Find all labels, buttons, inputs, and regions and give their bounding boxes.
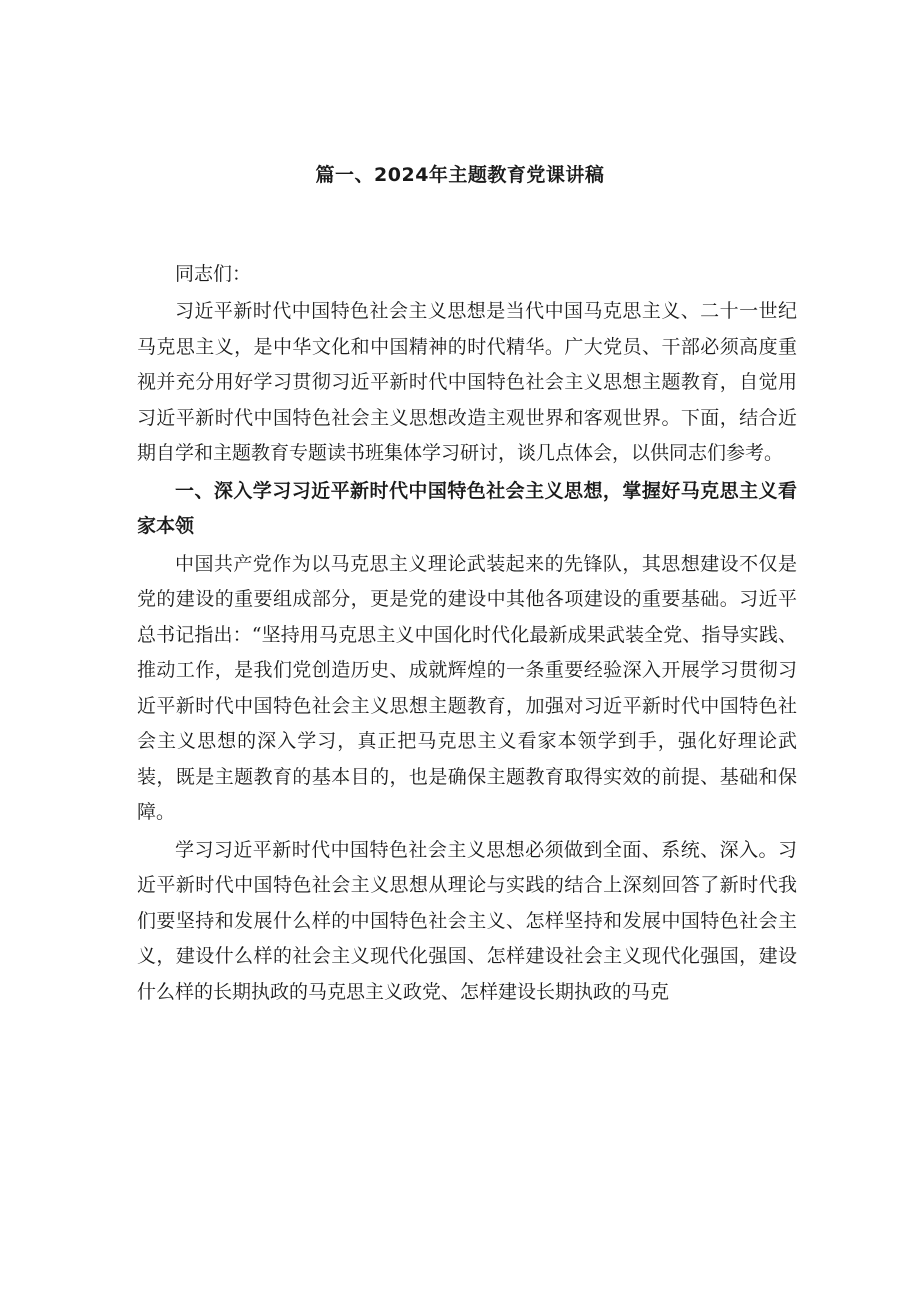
section-paragraph: 中国共产党作为以马克思主义理论武装起来的先锋队，其思想建设不仅是党的建设的重要组成部分，更是党的建设中其他各项建设的重要基础。习近平总书记指出：“坚持用马克思主义中国化时代化最新成果武装全党、指导实践、推动工作，是我们党创造历史、成就辉煌的一条重要经验深入开展学习贯彻习近平新时代中国特色社会主义思想主题教育，加强对习近平新时代中国特色社会主义思想的深入学习，真正把马克思主义看家本领学到手，强化好理论武装，既是主题教育的基本目的，也是确保主题教育取得实效的前提、基础和保障。 [137, 552, 797, 823]
section-heading: 一、深入学习习近平新时代中国特色社会主义思想，掌握好马克思主义看家本领 [137, 479, 797, 537]
intro-paragraph: 习近平新时代中国特色社会主义思想是当代中国马克思主义、二十一世纪马克思主义，是中华文化和中国精神的时代精华。广大党员、干部必须高度重视并充分用好学习贯彻习近平新时代中国特色社会主义思想主题教育，自觉用习近平新时代中国特色社会主义思想改造主观世界和客观世界。下面，结合近期自学和主题教育专题读书班集体学习研讨，谈几点体会，以供同志们参考。 [137, 300, 797, 464]
document-title: 篇一、2024年主题教育党课讲稿 [315, 164, 605, 186]
document-body [137, 257, 797, 1010]
section-paragraph: 学习习近平新时代中国特色社会主义思想必须做到全面、系统、深入。习近平新时代中国特色社会主义思想从理论与实践的结合上深刻回答了新时代我们要坚持和发展什么样的中国特色社会主义、怎样坚持和发展中国特色社会主义，建设什么样的社会主义现代化强国、怎样建设社会主义现代化强国，建设什么样的长期执政的马克思主义政党、怎样建设长期执政的马克 [137, 838, 797, 1003]
salutation: 同志们： [175, 263, 252, 285]
